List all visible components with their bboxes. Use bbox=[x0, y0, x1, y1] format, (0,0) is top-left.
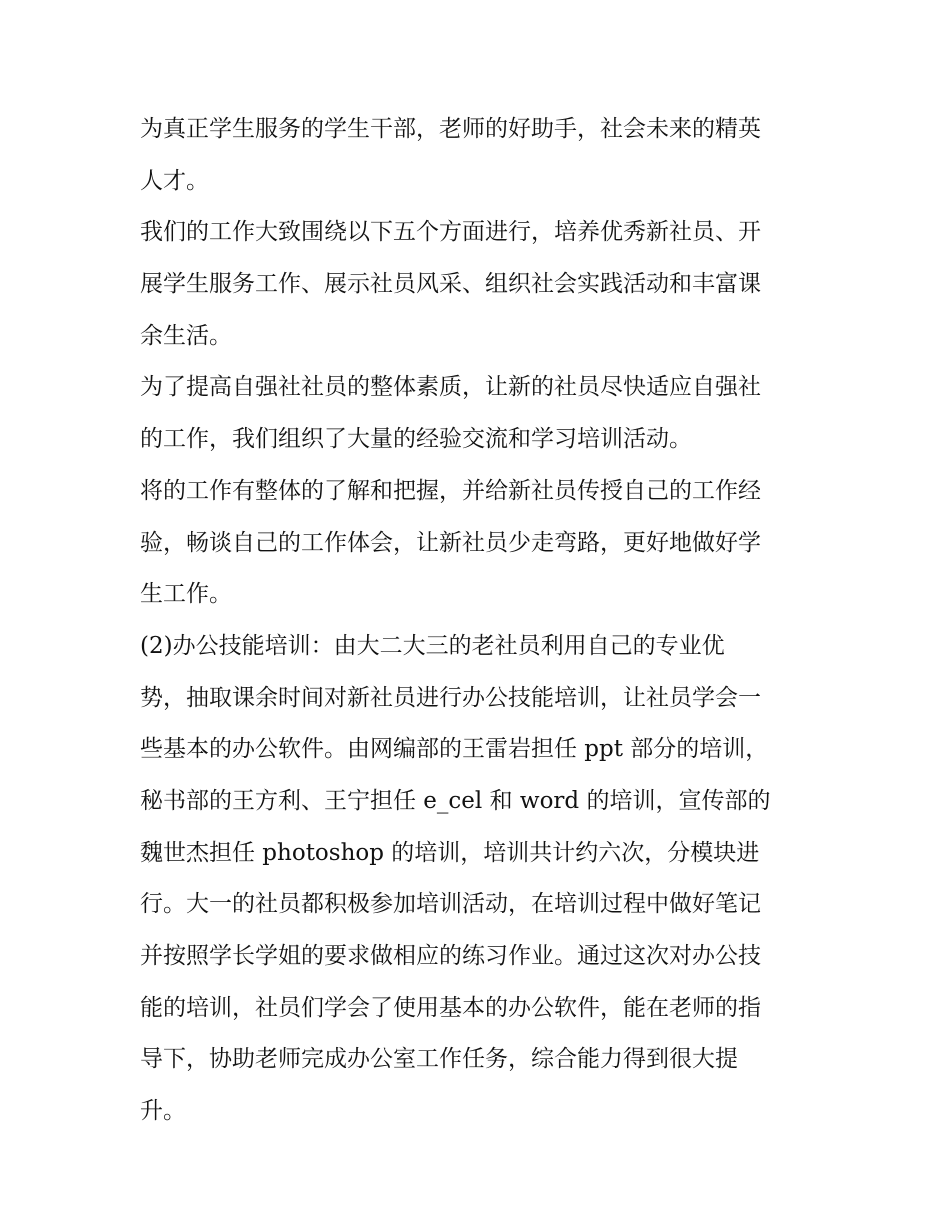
text-line: 魏世杰担任 photoshop 的培训，培训共计约六次，分模块进 bbox=[140, 839, 760, 866]
text-line: 将的工作有整体的了解和把握，并给新社员传授自己的工作经 bbox=[140, 477, 761, 504]
text-line: 势，抽取课余时间对新社员进行办公技能培训，让社员学会一 bbox=[140, 684, 761, 711]
paragraph-4 bbox=[140, 466, 820, 621]
document-body bbox=[140, 104, 820, 1138]
paragraph-2 bbox=[140, 207, 820, 362]
text-line: 行。大一的社员都积极参加培训活动，在培训过程中做好笔记 bbox=[140, 891, 761, 918]
text-line: 生工作。 bbox=[140, 581, 232, 608]
text-line: 人才。 bbox=[140, 167, 209, 194]
text-line: 的工作，我们组织了大量的经验交流和学习培训活动。 bbox=[140, 426, 692, 453]
text-line: 我们的工作大致围绕以下五个方面进行，培养优秀新社员、开 bbox=[140, 219, 761, 246]
text-line: 升。 bbox=[140, 1098, 186, 1125]
paragraph-5 bbox=[140, 621, 820, 1138]
text-line: 导下，协助老师完成办公室工作任务，综合能力得到很大提 bbox=[140, 1046, 738, 1073]
text-line: (2)办公技能培训：由大二大三的老社员利用自己的专业优 bbox=[140, 632, 725, 659]
text-line: 并按照学长学姐的要求做相应的练习作业。通过这次对办公技 bbox=[140, 943, 761, 969]
text-line: 为真正学生服务的学生干部，老师的好助手，社会未来的精英 bbox=[140, 116, 761, 142]
text-line: 余生活。 bbox=[140, 322, 232, 349]
text-line: 验，畅谈自己的工作体会，让新社员少走弯路，更好地做好学 bbox=[140, 529, 761, 556]
text-line: 为了提高自强社社员的整体素质，让新的社员尽快适应自强社 bbox=[140, 374, 761, 401]
paragraph-1 bbox=[140, 104, 820, 207]
paragraph-3 bbox=[140, 362, 820, 465]
text-line: 些基本的办公软件。由网编部的王雷岩担任 ppt 部分的培训， bbox=[140, 736, 769, 763]
text-line: 秘书部的王方利、王宁担任 e_cel 和 word 的培训，宣传部的 bbox=[140, 787, 771, 814]
text-line: 能的培训，社员们学会了使用基本的办公软件，能在老师的指 bbox=[140, 994, 761, 1021]
text-line: 展学生服务工作、展示社员风采、组织社会实践活动和丰富课 bbox=[140, 271, 761, 298]
